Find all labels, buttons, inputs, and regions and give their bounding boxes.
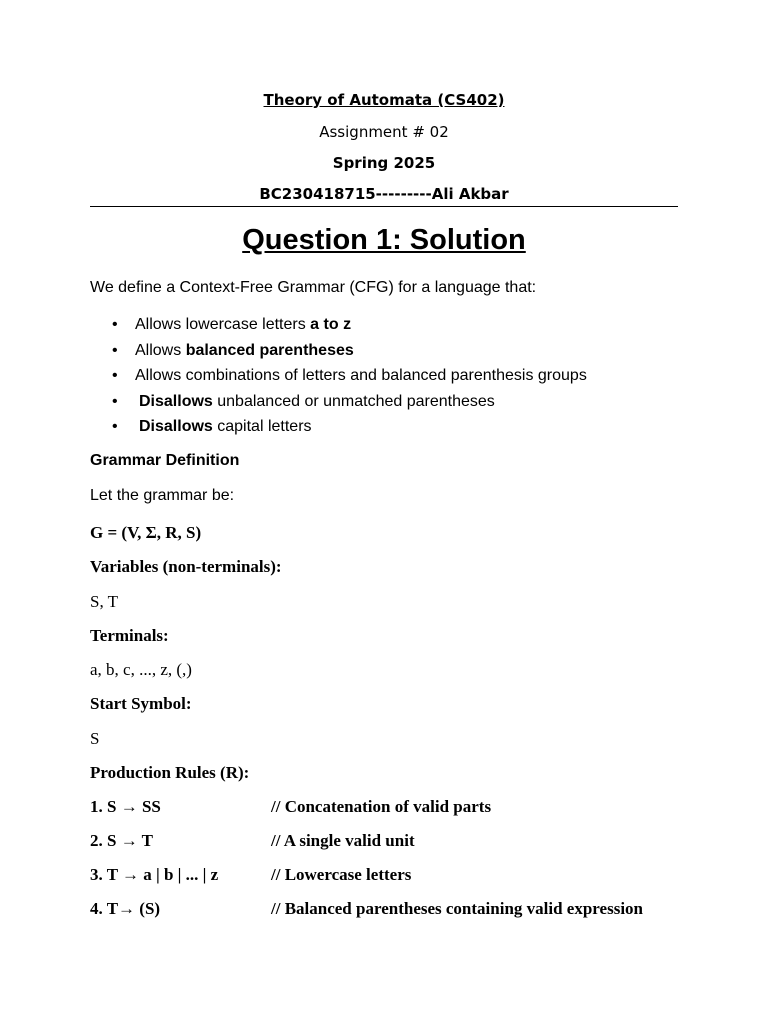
list-item: • Allows lowercase letters a to z xyxy=(90,314,587,340)
list-item: • Allows combinations of letters and balanced parenthesis groups xyxy=(90,365,587,391)
bullet-icon: • xyxy=(112,392,118,410)
list-item: • Allows balanced parentheses xyxy=(90,340,587,366)
bullet-icon: • xyxy=(112,418,118,435)
course-title: Theory of Automata (CS402) xyxy=(263,91,505,109)
list-item: • Disallows capital letters xyxy=(90,416,587,442)
bullet-icon: • xyxy=(112,341,118,359)
requirements-list xyxy=(90,314,587,442)
rule-comment: // Lowercase letters xyxy=(271,865,412,884)
bullet-icon: • xyxy=(112,316,118,333)
let-grammar-text: Let the grammar be: xyxy=(90,487,235,504)
terminals-value: a, b, c, ..., z, (,) xyxy=(90,660,192,679)
rule-lhs: 2. S → T xyxy=(90,831,153,850)
variables-label: Variables (non-terminals): xyxy=(90,557,282,576)
rule-comment: // Balanced parentheses containing valid expression xyxy=(271,899,643,918)
intro-paragraph: We define a Context-Free Grammar (CFG) for a language that: xyxy=(90,279,537,296)
header-divider xyxy=(90,206,678,207)
grammar-heading: Grammar Definition xyxy=(90,452,240,469)
student-id-name: BC230418715---------Ali Akbar xyxy=(259,185,509,203)
variables-value: S, T xyxy=(90,592,119,611)
rule-lhs: 3. T → a | b | ... | z xyxy=(90,865,219,884)
rule-lhs: 4. T→ (S) xyxy=(90,899,161,918)
rule-lhs: 1. S → SS xyxy=(90,797,161,816)
production-rules-label: Production Rules (R): xyxy=(90,763,250,782)
list-item: • Disallows unbalanced or unmatched parentheses xyxy=(90,391,587,417)
assignment-number: Assignment # 02 xyxy=(319,123,449,141)
term: Spring 2025 xyxy=(332,154,436,172)
grammar-tuple: G = (V, Σ, R, S) xyxy=(90,523,202,542)
rule-comment: // Concatenation of valid parts xyxy=(271,797,492,816)
question-title: Question 1: Solution xyxy=(242,224,526,256)
rule-comment: // A single valid unit xyxy=(271,831,415,850)
terminals-label: Terminals: xyxy=(90,626,169,645)
bullet-icon: • xyxy=(112,367,118,384)
start-symbol-label: Start Symbol: xyxy=(90,694,192,713)
start-symbol-value: S xyxy=(90,729,100,748)
